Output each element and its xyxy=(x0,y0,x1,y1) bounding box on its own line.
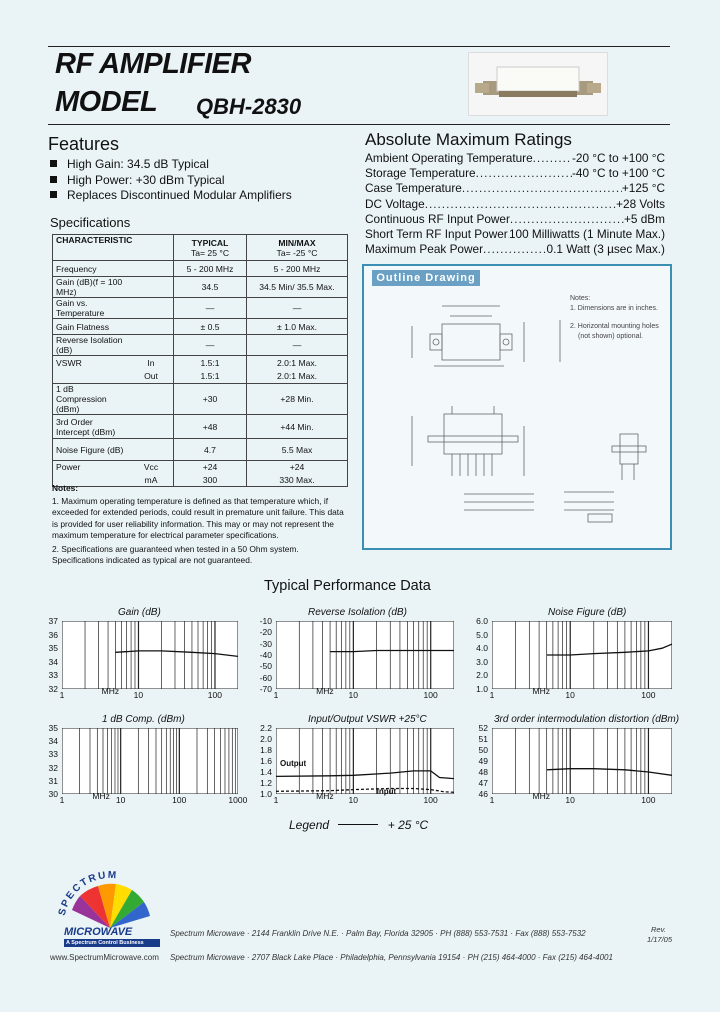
y-tick-label: 34 xyxy=(48,736,58,747)
address-florida: Spectrum Microwave · 2144 Franklin Drive N.E. · Palm Bay, Florida 32905 · PH (888) 553-7531 · Fax (888) 553-7532 xyxy=(170,929,586,938)
cell-characteristic: Gain Flatness xyxy=(53,319,130,335)
y-tick-label: 1.0 xyxy=(260,789,272,799)
leader-dots xyxy=(510,212,624,227)
revision-label: Rev. xyxy=(651,925,666,934)
table-body xyxy=(53,261,348,487)
cell-characteristic: Power xyxy=(53,461,130,474)
x-tick-label: 100 xyxy=(172,795,187,805)
feature-item xyxy=(50,157,292,173)
cell-typical: — xyxy=(174,298,247,319)
logo-top-text: SPECTRUM xyxy=(56,869,119,917)
col-characteristic: CHARACTERISTIC xyxy=(56,235,133,245)
y-tick-label: 6.0 xyxy=(476,616,488,626)
leader-dots xyxy=(476,166,572,181)
cell-characteristic xyxy=(53,370,130,384)
rating-row xyxy=(365,151,665,166)
cell-typical: 300 xyxy=(174,474,247,487)
top-rule xyxy=(48,46,670,47)
y-tick-label: 3.0 xyxy=(476,656,488,667)
absolute-max-heading: Absolute Maximum Ratings xyxy=(365,130,572,149)
cell-characteristic: 3rd Order Intercept (dBm) xyxy=(53,415,130,439)
rating-label: Maximum Peak Power xyxy=(365,242,484,257)
cell-minmax: 330 Max. xyxy=(247,474,348,487)
chart-title: Noise Figure (dB) xyxy=(548,607,627,618)
y-tick-label: -70 xyxy=(259,684,272,694)
header-rule xyxy=(48,124,670,125)
specifications-heading: Specifications xyxy=(50,215,131,230)
y-tick-label: 37 xyxy=(48,616,58,626)
leader-dots xyxy=(425,197,616,212)
plot-area xyxy=(276,621,454,689)
y-tick-label: -10 xyxy=(259,616,272,626)
cell-minmax: +24 xyxy=(247,461,348,474)
cell-typical: — xyxy=(174,335,247,356)
cell-sub xyxy=(129,319,174,335)
col-minmax-sub: Ta= -25 °C xyxy=(276,247,318,258)
plot-area xyxy=(62,621,238,689)
cell-characteristic: 1 dB Compression (dBm) xyxy=(53,384,130,415)
rating-value: +28 Volts xyxy=(616,196,665,211)
cell-minmax: +28 Min. xyxy=(247,384,348,415)
annotation-output: Output xyxy=(280,759,307,769)
cell-sub xyxy=(129,335,174,356)
cell-characteristic: Gain vs. Temperature xyxy=(53,298,130,319)
cell-minmax: — xyxy=(247,335,348,356)
rating-value: +5 dBm xyxy=(624,211,665,226)
outline-note-2: 2. Horizontal mounting holes xyxy=(570,323,659,330)
cell-typical: 4.7 xyxy=(174,439,247,461)
features-list xyxy=(50,157,292,204)
rating-value: 100 Milliwatts (1 Minute Max.) xyxy=(508,227,665,242)
feature-text: High Gain: 34.5 dB Typical xyxy=(67,157,209,171)
rating-value: +125 °C xyxy=(621,181,665,196)
y-tick-label: 1.0 xyxy=(476,684,488,694)
table-header-row xyxy=(53,235,348,261)
cell-minmax: 5.5 Max xyxy=(247,439,348,461)
cell-characteristic: VSWR xyxy=(53,356,130,370)
rating-row xyxy=(365,197,665,212)
note-1: 1. Maximum operating temperature is defined as that temperature which, if exceeded for extended periods, could result in premature unit failure. This data is provided for user reliability information. This may or may not represent the maximum temperature for electrical parameter specifications. xyxy=(52,495,344,540)
cell-minmax: 5 - 200 MHz xyxy=(247,261,348,277)
legend-line xyxy=(338,824,378,825)
cell-typical: 5 - 200 MHz xyxy=(174,261,247,277)
x-tick-label: 1 xyxy=(59,795,65,805)
typical-performance-heading: Typical Performance Data xyxy=(264,578,431,594)
rating-row xyxy=(365,181,665,196)
y-tick-label: 30 xyxy=(48,789,58,799)
table-row xyxy=(53,261,348,277)
rating-row xyxy=(365,227,665,242)
x-unit-label: MHz xyxy=(316,686,334,696)
x-tick-label: 1 xyxy=(273,795,279,805)
rating-value: -20 °C to +100 °C xyxy=(571,151,665,165)
cell-typical: 34.5 xyxy=(174,277,247,298)
chart-title: Reverse Isolation (dB) xyxy=(308,607,407,618)
x-tick-label: 10 xyxy=(565,690,575,700)
y-tick-label: 35 xyxy=(48,723,58,733)
cell-minmax: +44 Min. xyxy=(247,415,348,439)
y-tick-label: 34 xyxy=(48,656,58,667)
plot-area xyxy=(492,621,672,689)
table-row xyxy=(53,370,348,384)
chart-compression xyxy=(26,714,248,810)
chart-noise-figure xyxy=(456,607,676,705)
cell-minmax: — xyxy=(247,298,348,319)
x-unit-label: MHz xyxy=(101,686,120,696)
chart-gain xyxy=(26,607,242,705)
chart-title: Input/Output VSWR +25°C xyxy=(308,714,427,725)
y-tick-label: 2.2 xyxy=(260,723,272,733)
y-tick-label: 47 xyxy=(478,778,488,788)
outline-drawing-tab: Outline Drawing xyxy=(372,270,480,286)
cell-minmax: ± 1.0 Max. xyxy=(247,319,348,335)
rating-label: Ambient Operating Temperature xyxy=(365,151,533,165)
x-tick-label: 100 xyxy=(207,690,222,700)
table-row xyxy=(53,384,348,415)
cell-sub xyxy=(129,261,174,277)
title-line-1: RF AMPLIFIER xyxy=(55,48,251,80)
x-tick-label: 1000 xyxy=(228,795,248,805)
rating-label: Storage Temperature xyxy=(365,166,476,181)
x-unit-label: MHz xyxy=(316,791,334,801)
table-row xyxy=(53,335,348,356)
y-tick-label: -40 xyxy=(259,650,272,660)
y-tick-label: 35 xyxy=(48,643,58,654)
y-tick-label: 33 xyxy=(48,749,58,760)
bullet-icon xyxy=(50,176,57,183)
rating-label: Continuous RF Input Power xyxy=(365,211,510,226)
y-tick-label: -50 xyxy=(259,661,272,672)
cell-characteristic: Gain (dB)(f = 100 MHz) xyxy=(53,277,130,298)
x-tick-label: 10 xyxy=(348,795,359,805)
col-minmax: MIN/MAX xyxy=(278,237,316,248)
cell-minmax: 2.0:1 Max. xyxy=(247,356,348,370)
y-tick-label: 1.6 xyxy=(260,756,272,766)
cell-typical: +48 xyxy=(174,415,247,439)
feature-item xyxy=(50,173,292,189)
table-row xyxy=(53,461,348,474)
y-tick-label: 52 xyxy=(478,723,488,733)
notes-heading: Notes: xyxy=(52,483,79,493)
table-row xyxy=(53,277,348,298)
x-tick-label: 10 xyxy=(115,795,126,805)
x-tick-label: 100 xyxy=(641,795,656,805)
y-tick-label: 51 xyxy=(478,734,488,744)
x-tick-label: 1 xyxy=(59,690,65,700)
leader-dots xyxy=(483,242,547,257)
x-unit-label: MHz xyxy=(532,791,551,801)
cell-characteristic: Frequency xyxy=(53,261,130,277)
address-pennsylvania: Spectrum Microwave · 2707 Black Lake Place · Philadelphia, Pennsylvania 19154 · PH (215) 464-4000 · Fax (215) 464-4001 xyxy=(170,953,613,962)
rating-value: -40 °C to +100 °C xyxy=(571,166,665,181)
rating-row xyxy=(365,212,665,227)
y-tick-label: 1.2 xyxy=(260,778,272,788)
x-tick-label: 1 xyxy=(273,690,279,700)
y-tick-label: 46 xyxy=(478,789,488,799)
y-tick-label: 50 xyxy=(478,745,488,755)
outline-notes-heading: Notes: xyxy=(570,295,591,302)
plot-area xyxy=(62,728,238,794)
website-link[interactable]: www.SpectrumMicrowave.com xyxy=(50,953,159,962)
table-row xyxy=(53,319,348,335)
cell-typical: +30 xyxy=(174,384,247,415)
outline-note-3: (not shown) optional. xyxy=(578,332,643,340)
rating-label: DC Voltage xyxy=(365,196,425,211)
legend-value: + 25 °C xyxy=(387,818,429,832)
y-tick-label: 1.8 xyxy=(260,745,272,755)
y-tick-label: -60 xyxy=(259,672,272,683)
y-tick-label: 5.0 xyxy=(476,629,488,640)
x-tick-label: 100 xyxy=(423,690,438,700)
x-unit-label: MHz xyxy=(92,791,110,801)
x-tick-label: 100 xyxy=(423,795,438,805)
cell-typical: 1.5:1 xyxy=(174,370,247,384)
cell-sub xyxy=(129,415,174,439)
y-tick-label: 49 xyxy=(478,756,488,766)
product-photo xyxy=(468,52,608,116)
features-heading: Features xyxy=(48,134,120,154)
y-tick-label: 36 xyxy=(48,629,58,640)
chart-vswr xyxy=(240,714,458,810)
company-logo xyxy=(50,866,170,956)
x-tick-label: 10 xyxy=(133,690,144,700)
feature-text: High Power: +30 dBm Typical xyxy=(67,172,225,187)
y-tick-label: -30 xyxy=(259,638,272,649)
table-row xyxy=(53,439,348,461)
y-tick-label: 2.0 xyxy=(260,734,272,744)
table-row xyxy=(53,298,348,319)
notes-block xyxy=(52,483,348,567)
chart-title: Gain (dB) xyxy=(118,607,161,618)
x-tick-label: 1 xyxy=(489,795,495,805)
feature-text: Replaces Discontinued Modular Amplifiers xyxy=(67,188,292,202)
cell-sub: mA xyxy=(129,474,174,487)
x-tick-label: 100 xyxy=(641,690,656,700)
rating-label: Case Temperature xyxy=(365,181,462,196)
chart-title: 1 dB Comp. (dBm) xyxy=(102,714,185,725)
cell-sub xyxy=(129,384,174,415)
note-2: 2. Specifications are guaranteed when tested in a 50 Ohm system. Specifications indicated as typical are not guaranteed. xyxy=(52,543,299,565)
chart-intermod xyxy=(456,714,680,810)
table-row xyxy=(53,415,348,439)
cell-typical: ± 0.5 xyxy=(174,319,247,335)
rating-row xyxy=(365,166,665,181)
chart-title: 3rd order intermodulation distortion (dBm) xyxy=(494,714,680,725)
leader-dots xyxy=(462,181,622,196)
feature-item xyxy=(50,188,292,204)
annotation-input: Input xyxy=(376,786,397,796)
col-typical: TYPICAL xyxy=(191,237,229,248)
x-tick-label: 10 xyxy=(348,690,359,700)
legend-label: Legend xyxy=(289,818,330,832)
y-tick-label: 32 xyxy=(48,684,58,694)
cell-characteristic: Noise Figure (dB) xyxy=(53,439,130,461)
cell-typical: 1.5:1 xyxy=(174,356,247,370)
bullet-icon xyxy=(50,160,57,167)
table-row xyxy=(53,356,348,370)
x-unit-label: MHz xyxy=(532,686,551,696)
plot-area xyxy=(492,728,672,794)
outline-drawing xyxy=(364,266,670,548)
logo-main-text: MICROWAVE xyxy=(64,926,133,938)
y-tick-label: -20 xyxy=(259,627,272,638)
cell-typical: +24 xyxy=(174,461,247,474)
legend xyxy=(289,818,428,832)
rating-label: Short Term RF Input Power xyxy=(365,227,508,242)
x-tick-label: 1 xyxy=(489,690,495,700)
y-tick-label: 1.4 xyxy=(260,767,272,777)
revision-date: 1/17/05 xyxy=(647,935,673,944)
chart-reverse-isolation xyxy=(240,607,458,705)
outline-note-1: 1. Dimensions are in inches. xyxy=(570,304,658,312)
absolute-max-list xyxy=(365,151,665,257)
rating-row xyxy=(365,242,665,257)
amplifier-image xyxy=(469,53,607,115)
y-tick-label: 48 xyxy=(478,767,488,777)
cell-minmax: 2.0:1 Max. xyxy=(247,370,348,384)
y-tick-label: 33 xyxy=(48,670,58,681)
title-line-2: MODEL xyxy=(55,86,158,118)
y-tick-label: 2.0 xyxy=(476,670,488,681)
rating-value: 0.1 Watt (3 µsec Max.) xyxy=(546,242,665,257)
specifications-table xyxy=(52,234,348,487)
y-tick-label: 31 xyxy=(48,775,58,786)
plot-frame xyxy=(62,728,238,794)
model-number: QBH-2830 xyxy=(196,94,302,119)
col-typical-sub: Ta= 25 °C xyxy=(190,247,230,258)
cell-sub xyxy=(129,277,174,298)
cell-sub: In xyxy=(129,356,174,370)
y-tick-label: 4.0 xyxy=(476,643,488,654)
cell-sub: Out xyxy=(129,370,174,384)
x-tick-label: 10 xyxy=(565,795,575,805)
cell-sub: Vcc xyxy=(129,461,174,474)
logo-sub-text: A Spectrum Control Business xyxy=(64,939,160,947)
bullet-icon xyxy=(50,191,57,198)
cell-sub xyxy=(129,298,174,319)
leader-dots xyxy=(533,151,572,166)
cell-minmax: 34.5 Min/ 35.5 Max. xyxy=(247,277,348,298)
y-tick-label: 32 xyxy=(48,762,58,773)
cell-characteristic: Reverse Isolation (dB) xyxy=(53,335,130,356)
cell-sub xyxy=(129,439,174,461)
outline-drawing-panel xyxy=(362,264,672,550)
